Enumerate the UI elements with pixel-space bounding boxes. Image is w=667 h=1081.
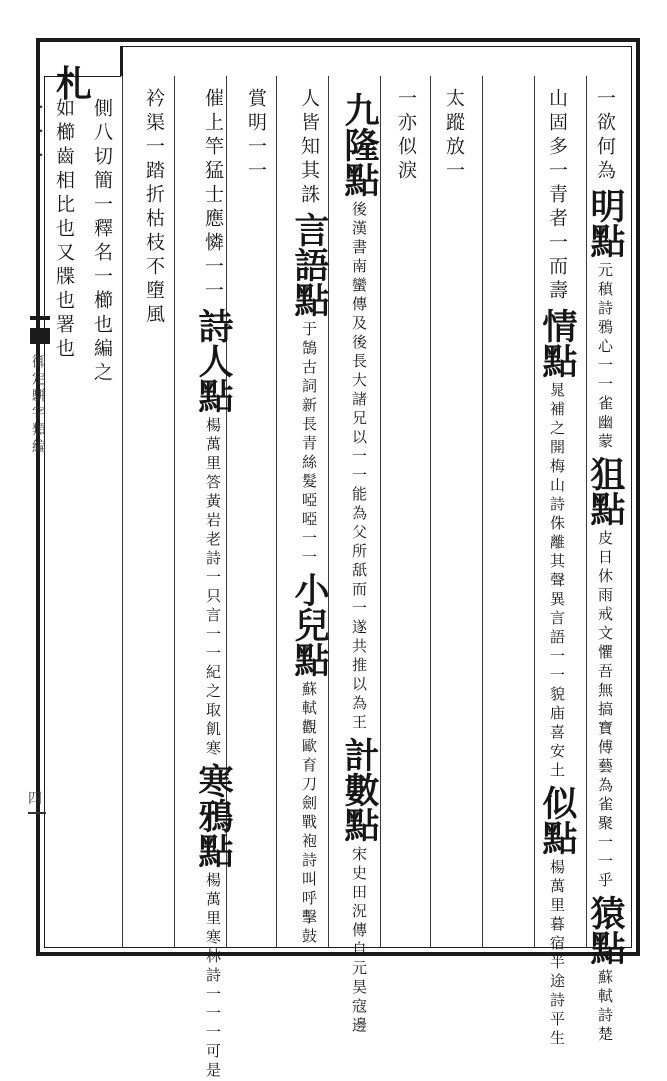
text-column: [585, 88, 626, 1045]
entry-citation: 楊萬里答黃岩老詩一只言一一紀之取飢寒: [204, 417, 222, 759]
entry-citation: 楊萬里寒林詩一一一可是: [204, 872, 222, 1081]
margin-book-title: 御定駢字類編: [30, 354, 46, 456]
column-text: 賞明一一: [245, 88, 267, 184]
column-rule: [328, 76, 329, 948]
text-column: [289, 88, 330, 947]
entry-citation: 元稹詩鴉心一一雀幽蒙: [596, 262, 614, 452]
column-text: 如櫛齒相比也又牒也署也: [53, 98, 75, 362]
column-rule: [482, 76, 483, 948]
entry-headword: 狙點: [585, 456, 626, 526]
entry-headword: 情點: [537, 308, 578, 378]
entry-headword: 九隆點: [339, 92, 380, 197]
entry-headword: 言語點: [289, 212, 330, 317]
column-text: 一亦似淚: [395, 88, 417, 184]
page-number: 四: [28, 791, 42, 807]
column-text: 人皆知其誅: [298, 88, 320, 208]
margin-dashes: ・・・: [32, 100, 48, 172]
entry-citation: 蘇軾觀歐育刀劍戰袍詩叫呼擊鼓: [300, 681, 318, 947]
column-rule: [122, 76, 123, 948]
column-rule: [534, 76, 535, 948]
column-text: 一欲何為: [594, 88, 616, 184]
column-rule: [380, 76, 381, 948]
column-text: 太蹤放一: [443, 88, 465, 184]
entry-headword: 計數點: [339, 737, 380, 842]
entry-title-char: 札: [56, 63, 93, 105]
text-column: [54, 98, 73, 362]
entry-citation: 宋史田況傳自元昊寇邊: [350, 846, 368, 1036]
page-number-rule: [28, 812, 46, 814]
entry-headword: 猿點: [585, 895, 626, 965]
column-rule: [174, 76, 175, 948]
text-column: [339, 88, 380, 1036]
title-tab-mark: [120, 46, 133, 76]
entry-citation: 晁補之開梅山詩侏離其聲異言語一一貌庙喜安土: [548, 382, 566, 781]
entry-headword: 小兒點: [289, 572, 330, 677]
column-rule: [430, 76, 431, 948]
entry-headword: 詩人點: [193, 308, 234, 413]
column-text: 山固多一青者一而壽: [546, 88, 568, 304]
column-text: 催上竿猛士應憐一一: [202, 88, 224, 304]
column-text: 側八切簡一釋名一櫛也編之: [91, 98, 113, 386]
text-column: [246, 88, 265, 184]
entry-citation: 皮日休雨戒文懼吾無搞寶傅藝為雀聚一一乎: [596, 530, 614, 891]
text-column: [396, 88, 415, 184]
column-text: 衿渠一踏折枯枝不墮風: [143, 88, 165, 328]
text-column: [193, 88, 234, 1081]
text-column: [444, 88, 463, 184]
entry-citation: 楊萬里暮宿半途詩平生: [548, 859, 566, 1049]
text-column: [144, 88, 163, 328]
column-rule: [276, 76, 277, 948]
text-column: [92, 98, 111, 386]
entry-citation: 于鵠古詞新長青絲髮啞啞一一: [300, 321, 318, 568]
entry-headword: 寒鴉點: [193, 763, 234, 868]
entry-headword: 明點: [585, 188, 626, 258]
entry-citation: 蘇軾詩楚: [596, 969, 614, 1045]
fish-tail-mark-block: [30, 328, 50, 344]
entry-headword: 似點: [537, 785, 578, 855]
fish-tail-mark: [30, 316, 50, 320]
entry-citation: 後漢書南蠻傳及後長大諸兄以一一能為父所舐而一遂共推以為王: [350, 201, 368, 733]
text-column: [537, 88, 578, 1049]
